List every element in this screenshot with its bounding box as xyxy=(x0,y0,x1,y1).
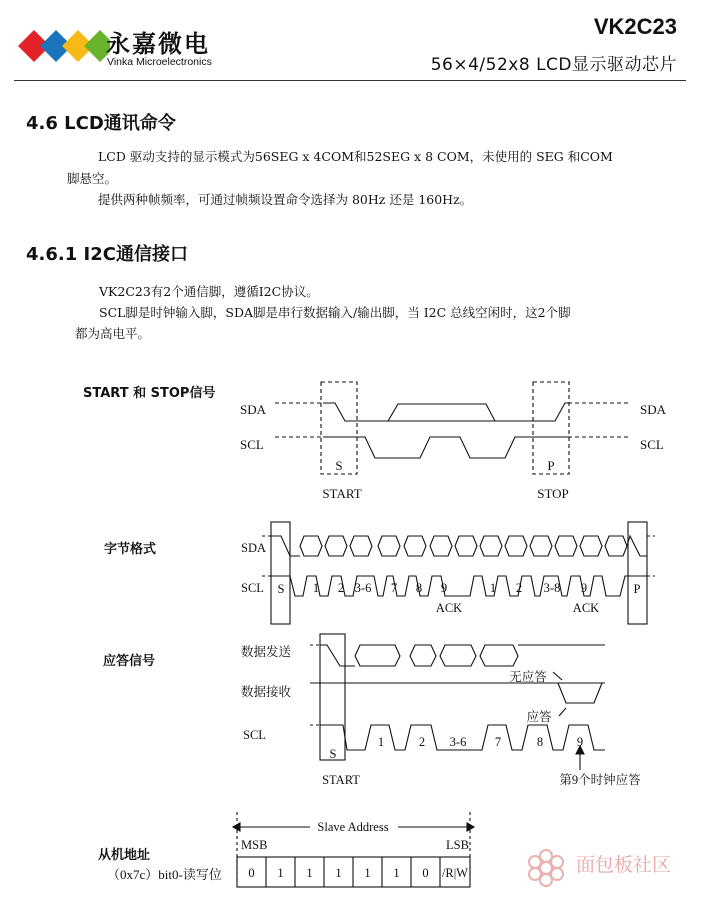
watermark-flower-icon xyxy=(520,846,572,890)
section-4-6-title: 4.6 LCD通讯命令 xyxy=(26,113,176,134)
addr-bit-4: 1 xyxy=(364,866,371,880)
d2-clock2-label-4: 9 xyxy=(580,581,588,595)
d3-clock-label-4: 7 xyxy=(494,735,502,749)
d1-s-label: S xyxy=(335,458,343,473)
d2-sda-bit xyxy=(555,536,577,556)
d1-scl-label-left: SCL xyxy=(240,437,264,452)
d1-scl-label-right: SCL xyxy=(640,437,664,452)
d3-ack-pointer xyxy=(559,708,566,716)
d2-sda-bit xyxy=(480,536,502,556)
d2-clock-label-6: 9 xyxy=(440,581,448,595)
d2-sda-start xyxy=(271,536,300,556)
d3-clock-label-2: 2 xyxy=(418,735,426,749)
addr-lsb-label: LSB xyxy=(446,838,469,852)
d3-clock-label-6: 9 xyxy=(576,735,584,749)
addr-bit-5: 1 xyxy=(393,866,400,880)
watermark-text: 面包板社区 xyxy=(576,854,672,876)
addr-bit-7: /R|W xyxy=(441,866,469,880)
d3-clock-label-1: 1 xyxy=(377,735,385,749)
addr-msb-label: MSB xyxy=(241,838,268,852)
d3-tx-bit xyxy=(410,645,436,666)
d3-rx-ack-pulse xyxy=(558,683,602,703)
addr-bit-1: 1 xyxy=(277,866,284,880)
section-4-6-para-1a: LCD 驱动支持的显示模式为56SEG x 4COM和52SEG x 8 COM，未使用的 SEG 和COM xyxy=(98,149,613,164)
d2-sda-bit xyxy=(430,536,452,556)
d3-start-label: START xyxy=(322,773,360,787)
d2-sda-stop xyxy=(627,536,647,556)
d3-data-receive-label: 数据接收 xyxy=(241,685,292,699)
addr-bit-0: 0 xyxy=(248,866,255,880)
d3-ack-label: 应答 xyxy=(526,710,552,724)
section-4-6-1-para-2b: 都为高电平。 xyxy=(75,326,151,341)
d2-sda-bit xyxy=(530,536,552,556)
d1-sda-stop xyxy=(533,403,568,421)
start-stop-diagram-title: START 和 STOP信号 xyxy=(83,386,216,401)
d2-sda-bit xyxy=(605,536,627,556)
d2-clock2-label-1: 1 xyxy=(489,581,497,595)
d1-stop-label: STOP xyxy=(537,486,569,501)
d2-clock-label-4: 7 xyxy=(390,581,398,595)
byte-format-diagram-title: 字节格式 xyxy=(104,542,157,557)
logo-chinese-name: 永嘉微电 xyxy=(106,30,210,58)
section-4-6-1-title: 4.6.1 I2C通信接口 xyxy=(26,244,188,265)
d2-start-box xyxy=(271,522,290,624)
d2-sda-label: SDA xyxy=(241,541,267,555)
addr-bit-2: 1 xyxy=(306,866,313,880)
d2-clock-label-1: 1 xyxy=(312,581,320,595)
d2-scl-label: SCL xyxy=(241,581,264,595)
d2-sda-bit xyxy=(325,536,347,556)
d2-sda-bit xyxy=(378,536,400,556)
chip-model: VK2C23 xyxy=(593,14,677,39)
d2-s-label: S xyxy=(277,582,285,596)
logo-english-name: Vinka Microelectronics xyxy=(107,56,212,68)
d1-sda-label-right: SDA xyxy=(640,402,667,417)
slave-address-subtitle: （0x7c）bit0-读写位 xyxy=(107,867,222,882)
watermark-logo xyxy=(520,846,572,890)
d2-ack-label-2: ACK xyxy=(572,601,600,615)
section-4-6-para-1b: 脚悬空。 xyxy=(67,171,118,186)
d2-clock-label-5: 8 xyxy=(415,581,423,595)
d3-tx-bit xyxy=(480,645,518,666)
d2-p-label: P xyxy=(633,582,641,596)
d3-nack-label: 无应答 xyxy=(509,670,547,684)
d2-sda-bit xyxy=(455,536,477,556)
section-4-6-1-para-1: VK2C23有2个通信脚，遵循I2C协议。 xyxy=(99,284,319,299)
d3-ninth-clock-note: 第9个时钟应答 xyxy=(559,773,641,787)
chip-description: 56×4/52x8 LCD显示驱动芯片 xyxy=(430,55,677,75)
d2-scl-line xyxy=(271,576,647,596)
d1-start-label: START xyxy=(322,486,362,501)
d1-sda-line xyxy=(323,403,533,421)
d2-clock-label-3: 3-6 xyxy=(354,581,372,595)
d3-tx-bits xyxy=(355,645,518,666)
d2-clock2-label-3: 3-8 xyxy=(543,581,561,595)
d3-tx-bit xyxy=(355,645,400,666)
d1-sda-data-top xyxy=(388,404,495,421)
d2-sda-bit xyxy=(505,536,527,556)
section-4-6-1-para-2a: SCL脚是时钟输入脚，SDA脚是串行数据输入/输出脚，当 I2C 总线空闲时，这2个脚 xyxy=(99,305,571,320)
d2-sda-bit xyxy=(350,536,372,556)
d2-sda-bit xyxy=(580,536,602,556)
d2-sda-bit xyxy=(404,536,426,556)
d3-s-label: S xyxy=(329,747,337,761)
d2-clock-label-2: 2 xyxy=(337,581,345,595)
d2-scl-pulses xyxy=(271,576,647,596)
addr-bit-3: 1 xyxy=(335,866,342,880)
d1-sda-label-left: SDA xyxy=(240,402,267,417)
d3-clock-label-3: 3-6 xyxy=(449,735,467,749)
d3-scl-label: SCL xyxy=(243,728,266,742)
d2-ack-label-1: ACK xyxy=(435,601,463,615)
d1-scl-line xyxy=(323,437,568,458)
addr-bit-dividers xyxy=(266,857,440,887)
d2-clock2-label-2: 2 xyxy=(515,581,523,595)
d2-sda-bit xyxy=(300,536,322,556)
section-4-6-para-2: 提供两种帧频率，可通过帧频设置命令选择为 80Hz 还是 160Hz。 xyxy=(98,192,473,207)
addr-bit-6: 0 xyxy=(422,866,429,880)
addr-slave-address-label: Slave Address xyxy=(317,820,389,834)
slave-address-title: 从机地址 xyxy=(98,848,151,863)
d1-p-label: P xyxy=(547,458,555,473)
d3-nack-pointer xyxy=(553,672,562,680)
d3-tx-start xyxy=(320,645,355,666)
d2-sda-bits xyxy=(300,536,647,556)
d3-clock-label-5: 8 xyxy=(536,735,544,749)
ack-diagram-title: 应答信号 xyxy=(103,654,156,669)
d3-tx-bit xyxy=(440,645,476,666)
d3-data-send-label: 数据发送 xyxy=(241,645,292,659)
